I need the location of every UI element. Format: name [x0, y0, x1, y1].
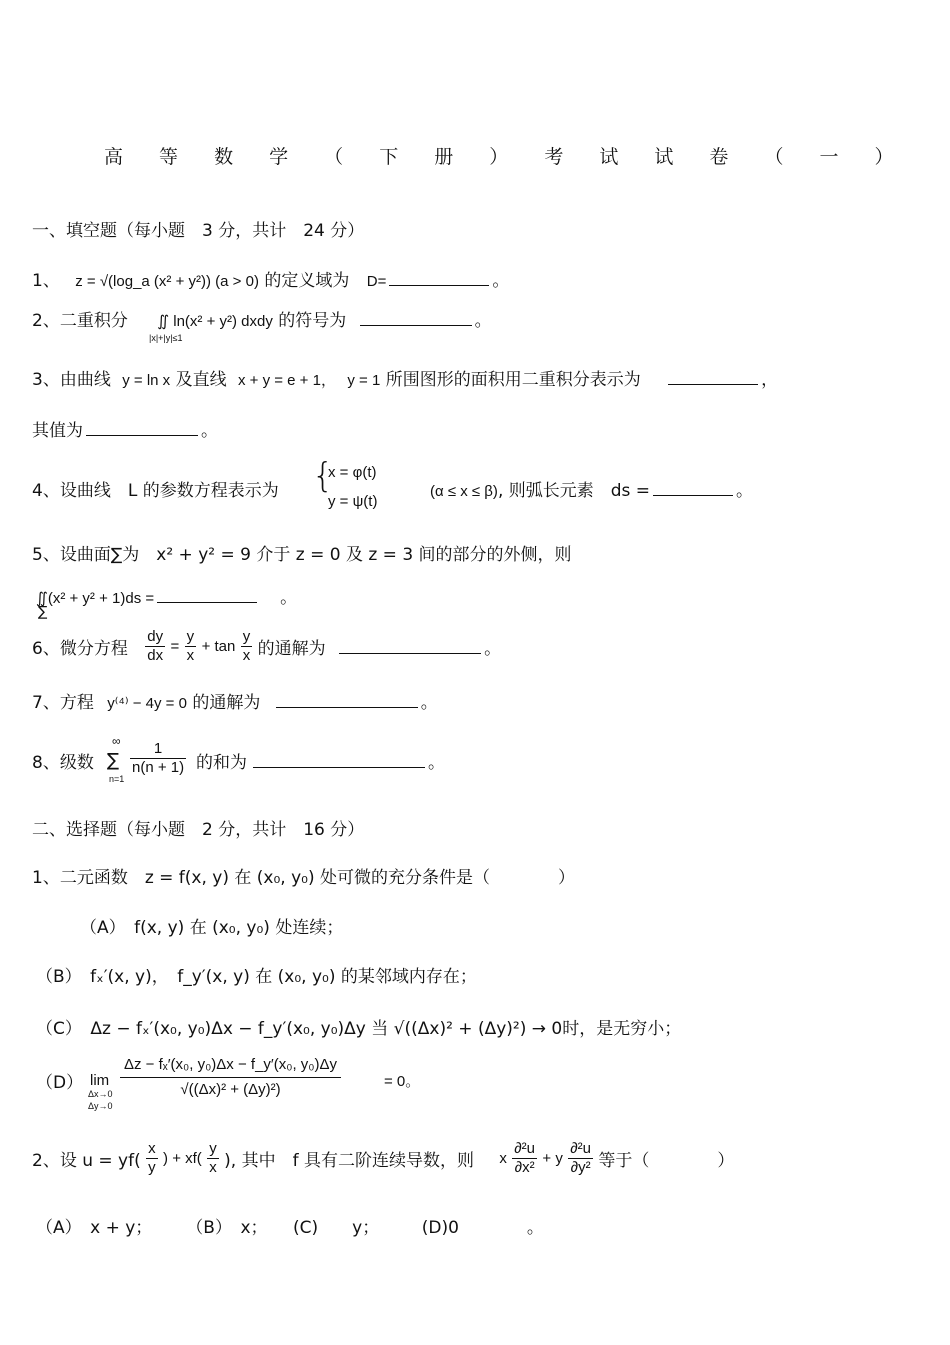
- section-1-heading: 一、填空题（每小题 3 分，共计 24 分）: [32, 221, 365, 241]
- plus-tan: + tan: [201, 638, 236, 655]
- q-text: 的符号为: [278, 311, 347, 331]
- answer-blank[interactable]: [389, 271, 489, 286]
- section-2-heading: 二、选择题（每小题 2 分，共计 16 分）: [32, 820, 365, 840]
- q-tail: 等于（ ）: [598, 1151, 735, 1171]
- q-end: 。: [428, 753, 445, 773]
- q-expression: y⁽⁴⁾ − 4y = 0: [107, 695, 187, 712]
- q-plus-y: + y: [542, 1150, 563, 1167]
- limit-sub-2: Δy→0: [88, 1101, 113, 1111]
- question-1-7: [32, 688, 438, 713]
- q-expression-1: y = ln x: [122, 372, 171, 389]
- option-d-tail: = 0。: [384, 1073, 421, 1090]
- answer-blank[interactable]: [339, 639, 481, 654]
- fraction-dy-dx: $\frac{dy}{dx}$: [147, 628, 164, 664]
- equals-sign: =: [170, 638, 180, 655]
- option-b: （B） fₓ′(x, y)， f_y′(x, y) 在 (x₀, y₀) 的某邻域内存在；: [36, 967, 477, 987]
- fraction-d2u-dy2: $\frac{\text{∂²u}}{\text{∂y²}}$: [570, 1140, 592, 1176]
- q-end: 。: [474, 311, 492, 331]
- q-number: 1、: [32, 271, 60, 291]
- answer-blank[interactable]: [86, 421, 198, 436]
- q-comma: ，: [761, 370, 779, 390]
- q-lead: 8、级数: [32, 753, 94, 773]
- q-end: 。: [280, 588, 298, 608]
- q-lead: 6、微分方程: [32, 639, 128, 659]
- q-lead: 4、设曲线 L 的参数方程表示为: [32, 481, 279, 501]
- question-1-5: 5、设曲面∑为 x² + y² = 9 介于 z = 0 及 z = 3 间的部分的外侧，则: [32, 545, 572, 565]
- q-end: 。: [420, 693, 438, 713]
- q-mid: ) + xf(: [163, 1150, 202, 1167]
- question-2-1-stem: 1、二元函数 z = f(x, y) 在 (x₀, y₀) 处可微的充分条件是（ ）: [32, 868, 576, 888]
- page-title: 高 等 数 学 （ 下 册 ） 考 试 试 卷 （ 一 ）: [104, 146, 909, 168]
- fraction-y-x: $\frac{y}{x}$: [209, 1140, 217, 1176]
- answer-blank[interactable]: [157, 588, 257, 603]
- q-expression: z = √(log_a (x² + y²)) (a > 0): [75, 273, 259, 290]
- q-mid-1: 及直线: [175, 370, 227, 390]
- q-text: ), 其中 f 具有二阶连续导数，则: [224, 1151, 474, 1171]
- q-expression-3: y = 1: [347, 372, 381, 389]
- q-lead: 其值为: [32, 421, 83, 441]
- option-a: （A） f(x, y) 在 (x₀, y₀) 处连续；: [80, 918, 344, 938]
- q-text: 的定义域为: [264, 271, 350, 291]
- q-expression: ∬ ln(x² + y²) dxdy: [157, 313, 273, 330]
- option-d-fraction: $\frac{\text{Δz − fₓ′(x₀, y₀)Δx − f\_y′(x₀, y₀)Δy}}{\text{√((Δx)² + (Δy)²)}}$: [120, 1056, 341, 1099]
- q-end: 。: [484, 639, 502, 659]
- q-lead: 7、方程: [32, 693, 94, 713]
- question-2-2-choices: （A） x + y； （B） x； (C) y； (D)0 。: [36, 1218, 544, 1238]
- question-1-4-tail: [430, 476, 753, 501]
- q-number: 2、二重积分: [32, 311, 128, 331]
- question-1-8: [32, 748, 94, 773]
- sigma-bottom: n=1: [109, 774, 125, 784]
- left-brace: {: [312, 456, 334, 496]
- question-1-2: [32, 306, 492, 331]
- fraction-d2u-dx2: $\frac{\text{∂²u}}{\text{∂x²}}$: [514, 1140, 536, 1176]
- answer-blank[interactable]: [253, 753, 425, 768]
- integral-domain: |x|+|y|≤1: [149, 333, 183, 343]
- question-1-4: [32, 476, 279, 501]
- sigma-symbol: ∑: [107, 750, 120, 771]
- q-text: 的通解为: [192, 693, 261, 713]
- answer-blank[interactable]: [276, 693, 418, 708]
- sigma-top: ∞: [112, 734, 121, 748]
- option-c: （C） Δz − fₓ′(x₀, y₀)Δx − f_y′(x₀, y₀)Δy 当 √((Δx)² + (Δy)²) → 0时，是无穷小；: [36, 1019, 682, 1039]
- q-expression: ∬(x² + y² + 1)ds =: [36, 590, 155, 607]
- answer-blank[interactable]: [668, 370, 758, 385]
- q-end: 。: [736, 481, 754, 501]
- question-1-1: [32, 266, 509, 291]
- q-text: 的通解为: [257, 639, 326, 659]
- q-end: 。: [492, 271, 510, 291]
- limit-symbol: lim: [90, 1072, 110, 1089]
- q-tail: D=: [366, 273, 387, 290]
- q-lead: 2、设 u = yf(: [32, 1151, 141, 1171]
- question-2-2: [32, 1140, 734, 1177]
- series-term: $\frac{1}{n(n + 1)}$: [132, 740, 185, 776]
- question-1-3: [32, 365, 778, 390]
- question-1-5-line-2: [36, 583, 297, 608]
- q-mid-2: 所围图形的面积用二重积分表示为: [385, 370, 641, 390]
- limit-sub-1: Δx→0: [88, 1089, 113, 1099]
- param-row-1: x = φ(t): [328, 464, 377, 481]
- fraction-x-y: $\frac{x}{y}$: [148, 1140, 156, 1176]
- q-x: x: [499, 1150, 507, 1167]
- param-row-2: y = ψ(t): [328, 493, 378, 510]
- q-end: 。: [201, 421, 218, 441]
- q-text: 的和为: [196, 753, 247, 773]
- question-1-3-line-2: [32, 416, 218, 441]
- question-1-6: [32, 628, 501, 665]
- q-expression-2: x + y = e + 1，: [237, 372, 336, 389]
- answer-blank[interactable]: [653, 481, 733, 496]
- fraction-y-x: $\frac{y}{x}$: [186, 628, 195, 664]
- q-range: (α ≤ x ≤ β): [430, 483, 498, 500]
- fraction-y-x-2: $\frac{y}{x}$: [242, 628, 251, 664]
- question-1-8-tail: [196, 748, 445, 773]
- q-text: , 则弧长元素 ds =: [497, 481, 651, 501]
- surface-symbol: ∑: [38, 604, 48, 620]
- answer-blank[interactable]: [360, 311, 472, 326]
- q-lead: 3、由曲线: [32, 370, 111, 390]
- option-d-label: （D）: [36, 1073, 84, 1093]
